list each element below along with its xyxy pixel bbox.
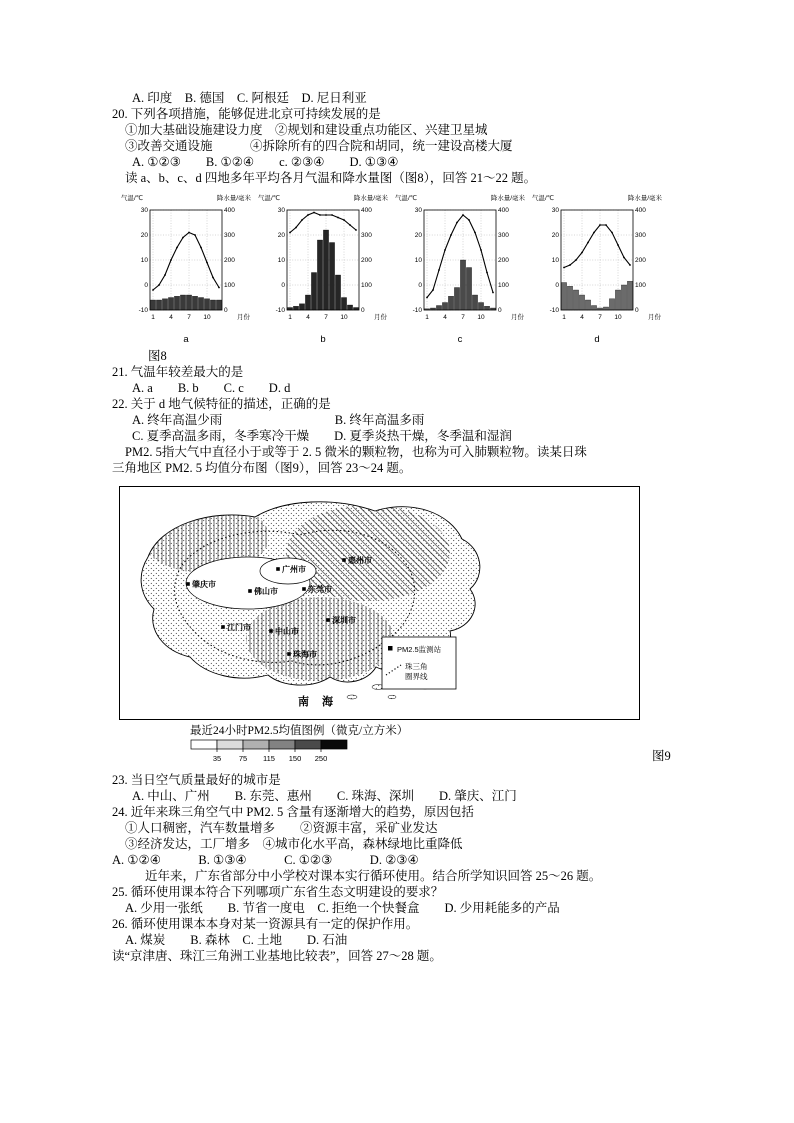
question-20-options: A. ①②③ B. ①②④ c. ②③④ D. ①③④ <box>132 155 399 169</box>
temp-curve <box>290 213 356 233</box>
precip-bar <box>329 243 334 311</box>
precip-bar <box>627 281 632 310</box>
temp-curve <box>427 215 493 298</box>
exam-page-content <box>112 90 697 964</box>
temp-tick-label: -10 <box>138 307 148 315</box>
temp-curve <box>564 225 630 268</box>
precip-tick-label: 0 <box>635 307 639 315</box>
precip-bar <box>180 295 185 310</box>
legend-station-label: PM2.5监测站 <box>397 645 442 654</box>
sea-label: 南 海 <box>298 696 339 708</box>
precip-bar <box>341 298 346 311</box>
temp-point <box>575 259 577 261</box>
precip-tick-label: 0 <box>224 307 228 315</box>
precip-tick-label: 400 <box>224 207 235 215</box>
temp-point <box>218 287 220 289</box>
precip-bar <box>460 260 465 310</box>
precip-bar <box>347 305 352 310</box>
temp-axis-label: 气温/℃ <box>121 195 144 202</box>
precip-bar <box>573 290 578 310</box>
temp-point <box>200 247 202 249</box>
climate-chart-c <box>394 190 526 346</box>
temp-point <box>313 212 315 214</box>
precip-bar <box>454 288 459 311</box>
temp-tick-label: -10 <box>412 307 422 315</box>
temp-point <box>295 227 297 229</box>
legend-boundary-label-1: 珠三角 <box>405 662 428 671</box>
temp-tick-label: 10 <box>414 257 422 265</box>
city-marker-肇庆市 <box>186 582 190 586</box>
temp-point <box>337 217 339 219</box>
precip-bar <box>621 285 626 310</box>
city-label-深圳市: 深圳市 <box>332 616 356 625</box>
month-tick-label: 1 <box>562 314 566 321</box>
month-axis-label: 月份 <box>511 314 524 321</box>
temp-point <box>468 219 470 221</box>
temp-axis-label: 气温/℃ <box>395 195 418 202</box>
precip-tick-label: 400 <box>361 207 372 215</box>
city-marker-惠州市 <box>342 558 346 562</box>
month-tick-label: 10 <box>614 314 622 321</box>
city-marker-珠海市 <box>287 652 291 656</box>
precip-tick-label: 200 <box>635 257 646 265</box>
temp-tick-label: 30 <box>277 207 285 215</box>
question-20-item-1: ①加大基础设施建设力度 ②规划和建设重点功能区、兴建卫星城 <box>125 123 488 137</box>
month-tick-label: 4 <box>169 314 173 321</box>
question-24-item-2: ③经济发达，工厂增多 ④城市化水平高，森林绿地比重降低 <box>125 837 463 851</box>
precip-bar <box>210 300 215 310</box>
temp-point <box>599 224 601 226</box>
pm25-scale-bar <box>190 739 360 764</box>
scale-tick-label: 75 <box>238 754 248 763</box>
month-tick-label: 10 <box>340 314 348 321</box>
temp-tick-label: 10 <box>140 257 148 265</box>
precip-bar <box>585 300 590 310</box>
scale-tick-label: 250 <box>314 754 328 763</box>
precip-bar <box>567 286 572 310</box>
temp-point <box>355 229 357 231</box>
temp-point <box>325 214 327 216</box>
temp-point <box>444 249 446 251</box>
scale-segment <box>217 740 243 749</box>
precip-bar <box>561 283 566 311</box>
temp-tick-label: 10 <box>277 257 285 265</box>
pm25-intro-line1: PM2. 5指大气中直径小于或等于 2. 5 微米的颗粒物，也称为可入肺颗粒物。读某日珠 <box>125 445 587 459</box>
precip-bar <box>579 295 584 310</box>
question-22-options-ab: A. 终年高温少雨 B. 终年高温多雨 <box>132 413 425 427</box>
pearl-river-delta-map <box>120 487 639 719</box>
city-marker-广州市 <box>276 567 280 571</box>
precip-axis-label: 降水量/毫米 <box>353 195 388 202</box>
precip-bar <box>174 296 179 310</box>
city-label-广州市: 广州市 <box>282 565 306 574</box>
temp-tick-label: 0 <box>418 282 422 290</box>
chart-label: b <box>320 334 326 345</box>
month-axis-label: 月份 <box>374 314 387 321</box>
pm25-scale-title: 最近24小时PM2.5均值图例（微克/立方米） <box>190 725 409 737</box>
temp-point <box>456 222 458 224</box>
question-20-stem: 20. 下列各项措施，能够促进北京可持续发展的是 <box>112 107 381 121</box>
city-label-珠海市: 珠海市 <box>293 650 317 659</box>
temp-tick-label: 20 <box>140 232 148 240</box>
precip-bar <box>162 299 167 310</box>
precip-axis-label: 降水量/毫米 <box>216 195 251 202</box>
temp-tick-label: 30 <box>140 207 148 215</box>
temp-point <box>349 224 351 226</box>
question-21-options: A. a B. b C. c D. d <box>132 381 291 395</box>
precip-tick-label: 200 <box>224 257 235 265</box>
temp-tick-label: -10 <box>275 307 285 315</box>
scale-segment <box>269 740 295 749</box>
temp-point <box>486 272 488 274</box>
temp-point <box>170 259 172 261</box>
month-tick-label: 7 <box>187 314 191 321</box>
question-23-stem: 23. 当日空气质量最好的城市是 <box>112 773 281 787</box>
precip-tick-label: 0 <box>361 307 365 315</box>
climate-chart-a <box>120 190 252 346</box>
precip-bar <box>472 295 477 310</box>
city-label-惠州市: 惠州市 <box>348 556 372 565</box>
temp-point <box>623 257 625 259</box>
station-symbol-icon <box>388 646 393 651</box>
question-19-options: A. 印度 B. 德国 C. 阿根廷 D. 尼日利亚 <box>132 91 367 105</box>
temp-tick-label: 30 <box>414 207 422 215</box>
month-tick-label: 1 <box>151 314 155 321</box>
precip-bar <box>442 303 447 311</box>
temp-point <box>450 234 452 236</box>
question-26-options: A. 煤炭 B. 森林 C. 土地 D. 石油 <box>125 933 348 947</box>
chart-label: d <box>594 334 600 345</box>
temp-point <box>432 289 434 291</box>
temp-curve <box>153 233 219 291</box>
month-tick-label: 1 <box>288 314 292 321</box>
city-marker-江门市 <box>221 625 225 629</box>
temp-point <box>188 232 190 234</box>
climate-chart-b <box>257 190 389 346</box>
temp-point <box>605 224 607 226</box>
temp-point <box>581 252 583 254</box>
precip-bar <box>323 230 328 310</box>
temp-point <box>182 237 184 239</box>
table-compare-intro: 读“京津唐、珠江三角洲工业基地比较表”，回答 27～28 题。 <box>112 949 442 963</box>
figure8-caption: 图8 <box>148 349 167 363</box>
figure8-climate-charts <box>120 190 697 346</box>
precip-tick-label: 100 <box>361 282 372 290</box>
city-label-江门市: 江门市 <box>227 623 251 632</box>
month-tick-label: 10 <box>477 314 485 321</box>
month-axis-label: 月份 <box>237 314 250 321</box>
precip-bar <box>311 273 316 311</box>
temp-tick-label: 30 <box>551 207 559 215</box>
temp-point <box>569 264 571 266</box>
precip-bar <box>335 275 340 310</box>
scale-tick-label: 115 <box>263 754 275 763</box>
precip-bar <box>192 296 197 310</box>
temp-axis-label: 气温/℃ <box>532 195 555 202</box>
temp-point <box>492 292 494 294</box>
question-22-options-cd: C. 夏季高温多雨，冬季寒冷干燥 D. 夏季炎热干燥，冬季温和湿润 <box>132 429 512 443</box>
precip-bar <box>168 298 173 311</box>
temp-point <box>587 242 589 244</box>
temp-tick-label: -10 <box>549 307 559 315</box>
city-label-佛山市: 佛山市 <box>254 587 278 596</box>
precip-bar <box>436 306 441 311</box>
temp-point <box>319 214 321 216</box>
scale-segment <box>243 740 269 749</box>
temp-point <box>563 267 565 269</box>
question-23-options: A. 中山、广州 B. 东莞、惠州 C. 珠海、深圳 D. 肇庆、江门 <box>132 789 517 803</box>
precip-bar <box>317 240 322 310</box>
precip-bar <box>293 306 298 310</box>
month-tick-label: 7 <box>598 314 602 321</box>
precip-tick-label: 300 <box>635 232 646 240</box>
month-tick-label: 7 <box>461 314 465 321</box>
legend-boundary-label-2: 圈界线 <box>405 672 428 681</box>
city-marker-深圳市 <box>326 618 330 622</box>
scale-tick-label: 150 <box>288 754 302 763</box>
city-marker-佛山市 <box>248 589 252 593</box>
city-label-中山市: 中山市 <box>275 627 299 636</box>
precip-bar <box>484 306 489 310</box>
precip-tick-label: 100 <box>498 282 509 290</box>
precip-bar <box>305 295 310 310</box>
precip-tick-label: 200 <box>498 257 509 265</box>
temp-point <box>426 297 428 299</box>
precip-bar <box>299 304 304 310</box>
temp-tick-label: 0 <box>281 282 285 290</box>
precip-bar <box>448 296 453 310</box>
scale-segment <box>321 740 347 749</box>
chart-label: c <box>457 334 463 345</box>
temp-point <box>617 244 619 246</box>
temp-point <box>462 214 464 216</box>
precip-tick-label: 400 <box>498 207 509 215</box>
temp-point <box>331 214 333 216</box>
temp-point <box>629 264 631 266</box>
precip-bar <box>609 299 614 310</box>
question-25-stem: 25. 循环使用课本符合下列哪项广东省生态文明建设的要求？ <box>112 885 444 899</box>
precip-axis-label: 降水量/毫米 <box>627 195 662 202</box>
question-20-item-2: ③改善交通设施 ④拆除所有的四合院和胡同，统一建设高楼大厦 <box>125 139 513 153</box>
temp-point <box>289 232 291 234</box>
temp-point <box>480 249 482 251</box>
temp-point <box>206 262 208 264</box>
temp-tick-label: 0 <box>555 282 559 290</box>
question-24-item-1: ①人口稠密，汽车数量增多 ②资源丰富，采矿业发达 <box>125 821 438 835</box>
temp-tick-label: 20 <box>414 232 422 240</box>
figure9-caption: 图9 <box>652 749 671 763</box>
precip-tick-label: 300 <box>361 232 372 240</box>
month-axis-label: 月份 <box>648 314 661 321</box>
pm25-zone-south-shenzhen-zhuhai <box>246 597 394 681</box>
temp-point <box>343 219 345 221</box>
city-marker-东莞市 <box>302 587 306 591</box>
precip-bar <box>216 300 221 310</box>
month-tick-label: 10 <box>203 314 211 321</box>
temp-tick-label: 20 <box>551 232 559 240</box>
temp-point <box>438 269 440 271</box>
precip-bar <box>186 295 191 310</box>
temp-point <box>164 274 166 276</box>
precip-bar <box>603 307 608 310</box>
temp-tick-label: 0 <box>144 282 148 290</box>
precip-bar <box>150 300 155 310</box>
temp-tick-label: 20 <box>277 232 285 240</box>
scale-tick-label: 35 <box>212 754 222 763</box>
month-tick-label: 4 <box>306 314 310 321</box>
question-21-stem: 21. 气温年较差最大的是 <box>112 365 244 379</box>
month-tick-label: 7 <box>324 314 328 321</box>
temp-point <box>593 232 595 234</box>
question-25-options: A. 少用一张纸 B. 节省一度电 C. 拒绝一个快餐盒 D. 少用耗能多的产品 <box>125 901 560 915</box>
precip-bar <box>156 300 161 310</box>
temp-axis-label: 气温/℃ <box>258 195 281 202</box>
question-24-stem: 24. 近年来珠三角空气中 PM2. 5 含量有逐渐增大的趋势，原因包括 <box>112 805 474 819</box>
temp-point <box>307 214 309 216</box>
precip-bar <box>615 290 620 310</box>
temp-tick-label: 10 <box>551 257 559 265</box>
precip-bar <box>478 303 483 311</box>
figure8-intro: 读 a、b、c、d 四地多年平均各月气温和降水量图（图8），回答 21～22 题。 <box>125 171 537 185</box>
precip-tick-label: 0 <box>498 307 502 315</box>
precip-bar <box>591 306 596 311</box>
precip-tick-label: 200 <box>361 257 372 265</box>
precip-bar <box>466 268 471 311</box>
precip-bar <box>204 299 209 310</box>
precip-axis-label: 降水量/毫米 <box>490 195 525 202</box>
question-26-stem: 26. 循环使用课本本身对某一资源具有一定的保护作用。 <box>112 917 419 931</box>
temp-point <box>176 247 178 249</box>
temp-point <box>301 219 303 221</box>
temp-point <box>152 289 154 291</box>
scale-segment <box>295 740 321 749</box>
temp-point <box>212 277 214 279</box>
temp-point <box>158 284 160 286</box>
question-22-stem: 22. 关于 d 地气候特征的描述，正确的是 <box>112 397 331 411</box>
temp-point <box>474 232 476 234</box>
city-label-肇庆市: 肇庆市 <box>192 580 216 589</box>
precip-tick-label: 400 <box>635 207 646 215</box>
month-tick-label: 4 <box>580 314 584 321</box>
question-24-options: A. ①②④ B. ①③④ C. ①②③ D. ②③④ <box>112 853 419 867</box>
scale-segment <box>191 740 217 749</box>
climate-chart-d <box>531 190 663 346</box>
temp-point <box>611 232 613 234</box>
recycling-intro: 近年来，广东省部分中小学校对课本实行循环使用。结合所学知识回答 25～26 题。 <box>145 869 602 883</box>
pm25-scale-section <box>112 724 697 772</box>
precip-tick-label: 100 <box>635 282 646 290</box>
precip-tick-label: 100 <box>224 282 235 290</box>
month-tick-label: 1 <box>425 314 429 321</box>
figure9-map-frame <box>119 486 640 720</box>
pm25-intro-line2: 三角地区 PM2. 5 均值分布图（图9），回答 23～24 题。 <box>112 461 412 475</box>
city-label-东莞市: 东莞市 <box>308 585 332 594</box>
precip-tick-label: 300 <box>224 232 235 240</box>
precip-tick-label: 300 <box>498 232 509 240</box>
temp-point <box>194 234 196 236</box>
city-marker-中山市 <box>269 629 273 633</box>
chart-label: a <box>183 334 189 345</box>
map-legend <box>382 637 456 689</box>
precip-bar <box>198 298 203 311</box>
month-tick-label: 4 <box>443 314 447 321</box>
